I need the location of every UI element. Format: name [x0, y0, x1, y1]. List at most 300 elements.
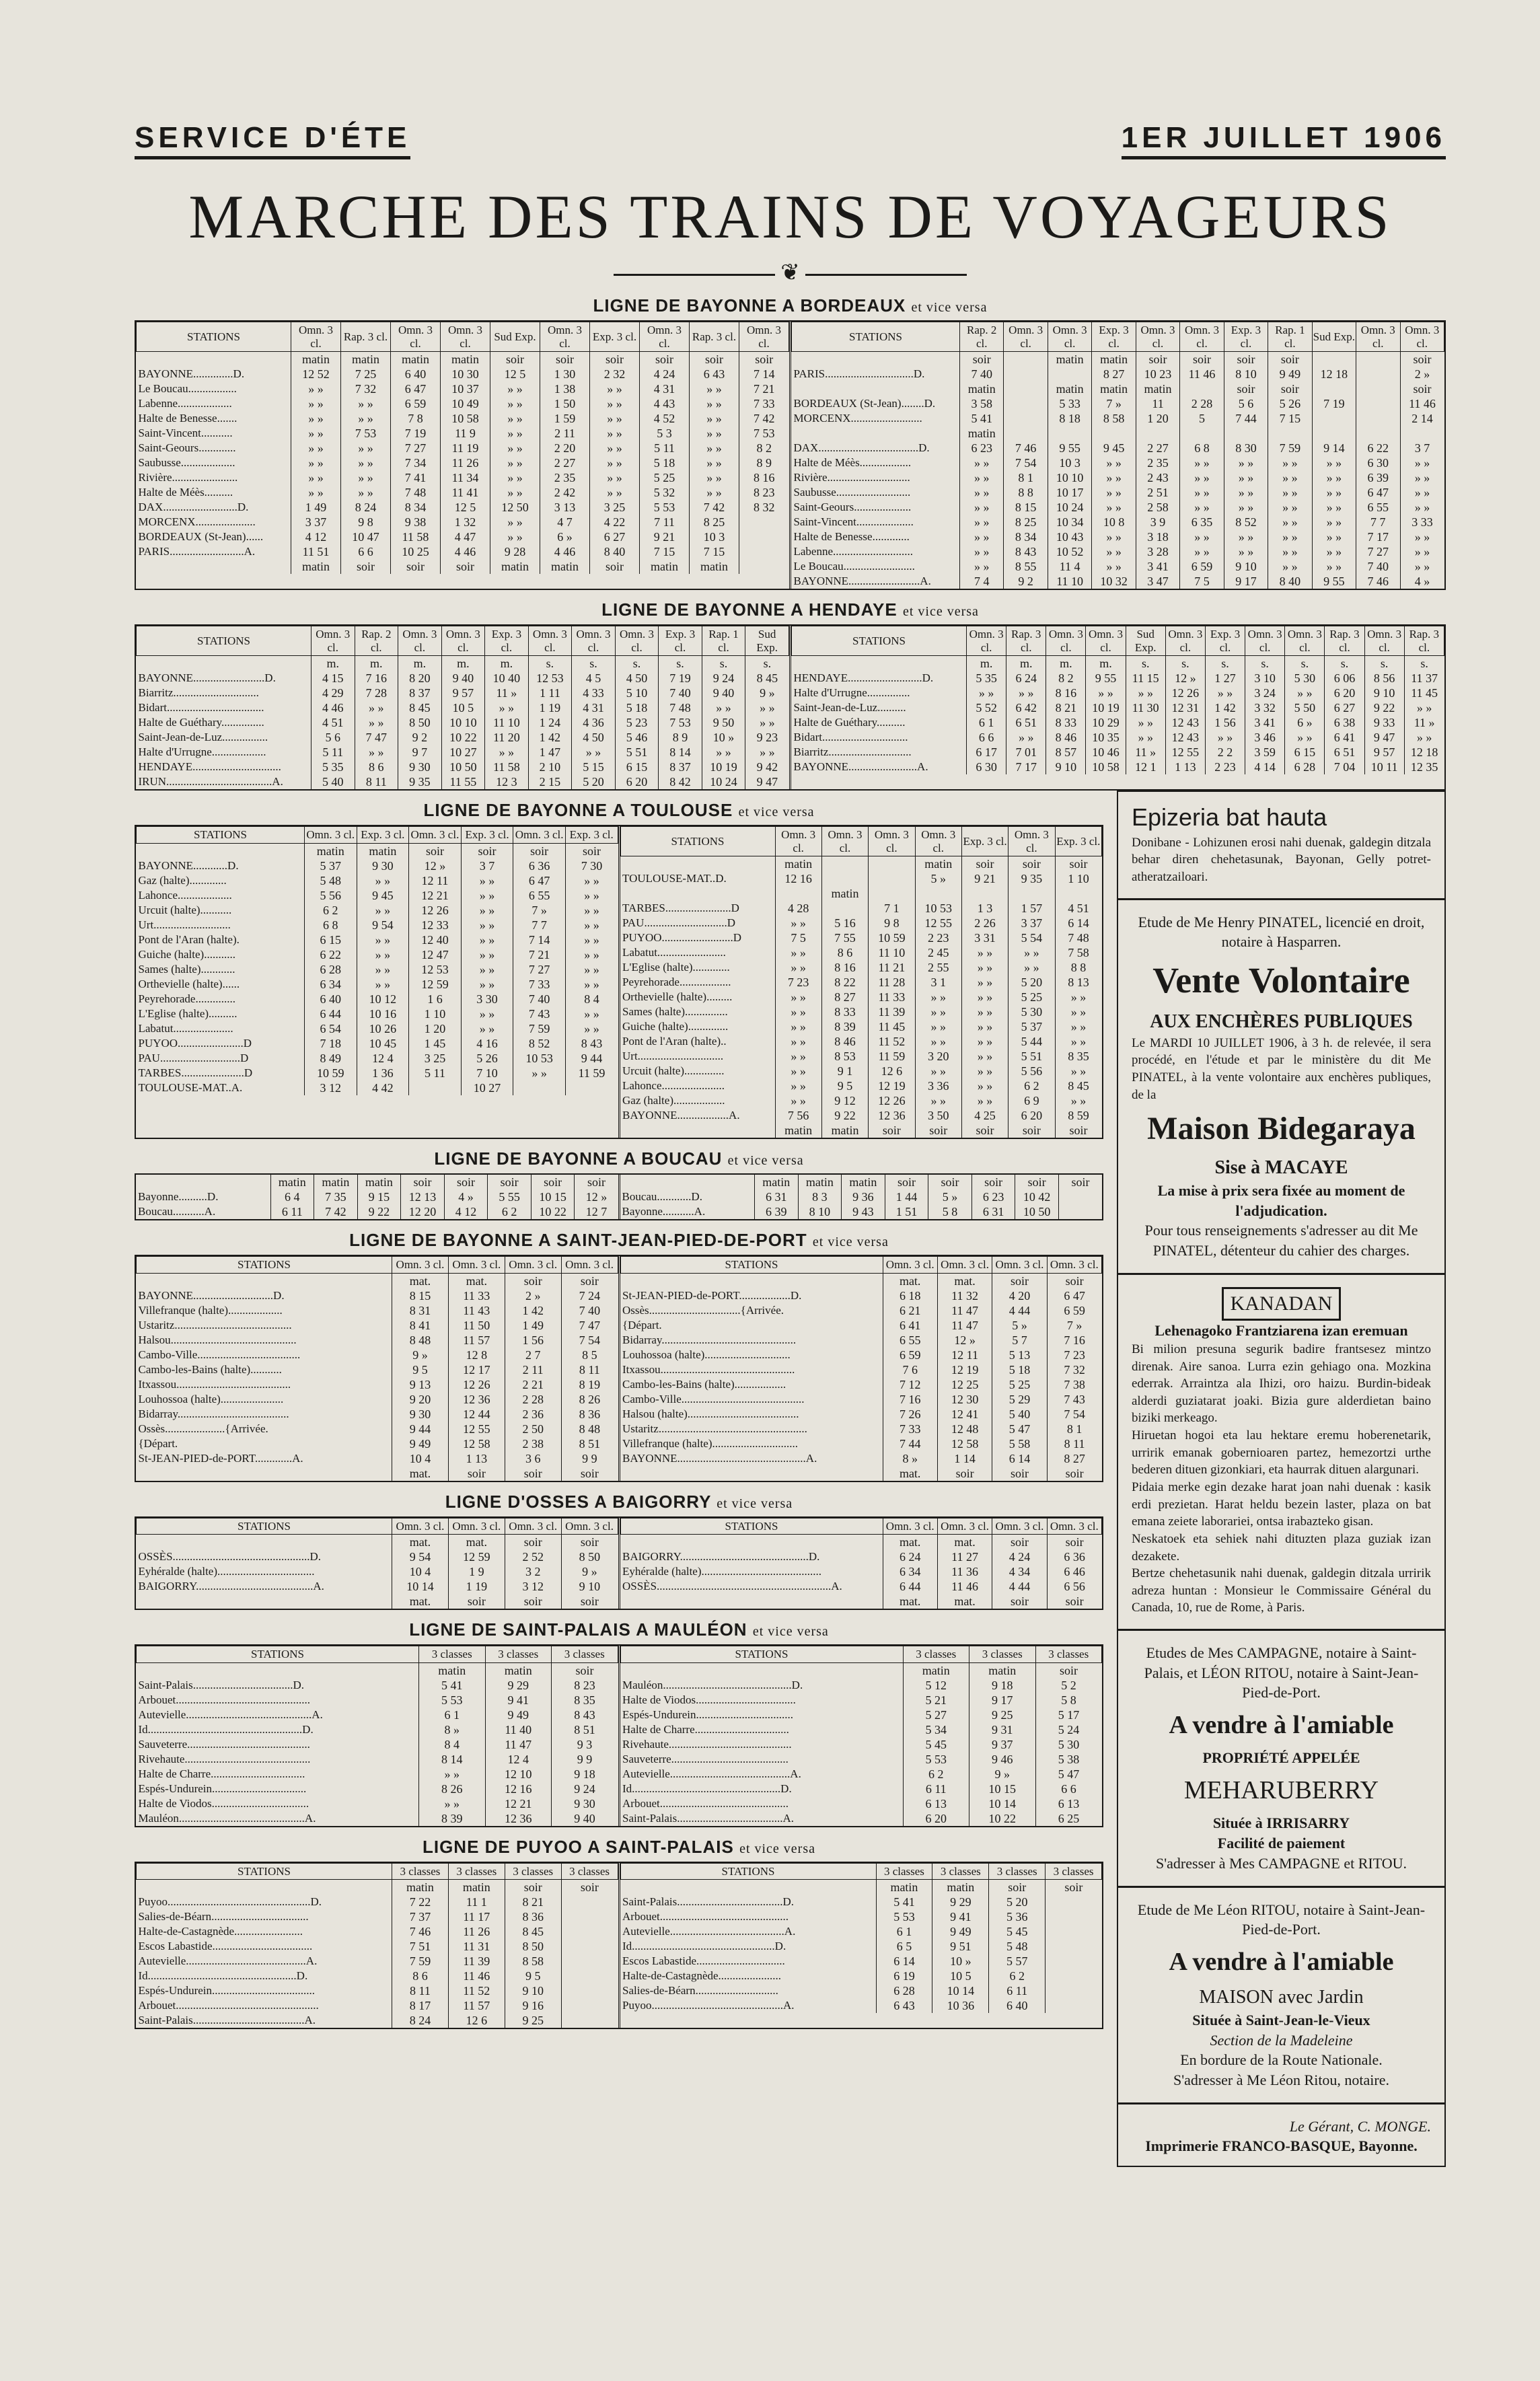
time-cell: 9 13: [392, 1377, 449, 1392]
table-row: [620, 1175, 1103, 1189]
time-cell: soir: [1009, 1123, 1055, 1138]
column-header: Omn. 3 cl.: [967, 626, 1006, 656]
table-row: [792, 574, 1444, 589]
station-name: Cambo-Ville...........................................: [622, 1392, 805, 1405]
time-cell: 10 10: [441, 715, 485, 730]
time-cell: 4 47: [441, 529, 490, 544]
time-cell: 5 27: [903, 1708, 969, 1722]
table-row: [137, 1318, 618, 1333]
time-cell: 12 19: [869, 1078, 915, 1093]
time-cell: 3 13: [540, 500, 590, 515]
table-row: [620, 1318, 1102, 1333]
time-cell: 5 7: [992, 1333, 1047, 1348]
stations-header: STATIONS: [620, 1518, 883, 1535]
time-cell: 8 51: [552, 1722, 618, 1737]
table-row: [137, 1377, 618, 1392]
time-cell: 9 44: [392, 1422, 449, 1436]
time-cell: 7 21: [739, 381, 789, 396]
station-name: [137, 843, 305, 858]
ad-vente-title: Vente Volontaire: [1152, 960, 1410, 1001]
column-header: Omn. 3 cl.: [561, 1518, 618, 1535]
time-cell: 7 19: [659, 671, 702, 686]
ornament: ❦: [135, 259, 1446, 286]
time-cell: 12 58: [937, 1436, 992, 1451]
station-name: Id....................................................D.: [622, 1782, 792, 1795]
time-cell: 6 34: [883, 1564, 937, 1579]
time-cell: 8 39: [821, 1019, 868, 1034]
table-row: [137, 1036, 618, 1051]
table-row: [137, 843, 618, 858]
time-cell: 2 38: [505, 1436, 561, 1451]
time-cell: 5 »: [915, 871, 961, 886]
time-cell: » »: [341, 441, 391, 455]
time-cell: 10 4: [392, 1564, 449, 1579]
time-cell: » »: [1180, 529, 1224, 544]
time-cell: 6 30: [1356, 455, 1400, 470]
time-cell: 6 23: [971, 1189, 1015, 1204]
time-cell: 5 20: [572, 774, 616, 789]
table-row: [137, 977, 618, 992]
time-cell: 11 47: [485, 1737, 552, 1752]
station-name: Cambo-les-Bains (halte)..................: [622, 1377, 786, 1391]
station-name: Halte de Charre.................................: [622, 1722, 789, 1736]
table-row: [792, 529, 1444, 544]
time-cell: 2 11: [540, 426, 590, 441]
time-cell: 7 24: [561, 1288, 618, 1303]
time-cell: 1 3: [961, 901, 1008, 916]
time-cell: 10 42: [1015, 1189, 1059, 1204]
time-cell: 6 17: [967, 745, 1006, 760]
station-name: Halte de Guéthary..........: [793, 716, 906, 729]
time-cell: 8 9: [659, 730, 702, 745]
column-header: Omn. 3 cl.: [869, 827, 915, 856]
time-cell: 4 46: [311, 700, 355, 715]
time-cell: 8 34: [1004, 529, 1048, 544]
time-cell: 7 8: [391, 411, 441, 426]
timetable-mauleon: [135, 1644, 1103, 1827]
time-cell: 2 28: [505, 1392, 561, 1407]
time-cell: 6 1: [967, 715, 1006, 730]
station-name: Halte d'Urrugne...............: [793, 686, 910, 700]
station-name: Louhossoa (halte)......................: [138, 1392, 284, 1405]
time-cell: 11 34: [441, 470, 490, 485]
station-name: L'Eglise (halte).............: [622, 961, 730, 974]
time-cell: 7 44: [883, 1436, 937, 1451]
time-cell: 6 36: [513, 858, 566, 873]
table-row: [137, 485, 789, 500]
time-cell: [1180, 426, 1224, 441]
time-cell: 6 06: [1325, 671, 1364, 686]
time-cell: 9 33: [1364, 715, 1404, 730]
time-cell: [1046, 1954, 1102, 1969]
time-cell: » »: [915, 1004, 961, 1019]
time-cell: 7 43: [513, 1006, 566, 1021]
time-cell: 4 24: [640, 367, 690, 381]
time-cell: 9 16: [505, 1998, 561, 2013]
station-name: HENDAYE...............................: [138, 760, 281, 774]
time-cell: » »: [461, 932, 513, 947]
time-cell: 1 47: [528, 745, 572, 760]
time-cell: 10 3: [690, 529, 739, 544]
time-cell: » »: [1404, 700, 1444, 715]
station-name: BAYONNE..............D.: [138, 367, 245, 381]
time-cell: » »: [690, 411, 739, 426]
table-row: [620, 1924, 1102, 1939]
column-header: Omn. 3 cl.: [883, 1518, 937, 1535]
station-name: Itxassou...............................................: [622, 1362, 795, 1376]
time-cell: s.: [1325, 656, 1364, 671]
time-cell: 5 15: [572, 760, 616, 774]
table-row: [620, 1939, 1102, 1954]
time-cell: 4 43: [640, 396, 690, 411]
time-cell: 12 25: [937, 1377, 992, 1392]
table-row: [792, 730, 1444, 745]
station-name: Autevielle..........................................A.: [622, 1767, 801, 1780]
line-heading-boucau: LIGNE DE BAYONNE A BOUCAU et vice versa: [434, 1148, 804, 1169]
time-cell: 3 12: [305, 1080, 357, 1095]
time-cell: » »: [291, 426, 341, 441]
time-cell: 8 59: [1055, 1108, 1101, 1123]
time-cell: 4 14: [1245, 760, 1285, 774]
time-cell: soir: [640, 352, 690, 367]
time-cell: 7 54: [561, 1333, 618, 1348]
time-cell: 1 59: [540, 411, 590, 426]
table-row: [620, 1737, 1102, 1752]
time-cell: 7 23: [775, 975, 821, 990]
time-cell: 8 16: [739, 470, 789, 485]
time-cell: 12 55: [1165, 745, 1205, 760]
time-cell: soir: [513, 843, 566, 858]
time-cell: 6 43: [690, 367, 739, 381]
time-cell: » »: [341, 396, 391, 411]
time-cell: 5 51: [1009, 1049, 1055, 1064]
time-cell: 5 »: [928, 1189, 972, 1204]
time-cell: 6 11: [270, 1204, 314, 1219]
time-cell: soir: [937, 1466, 992, 1481]
time-cell: 8 56: [1364, 671, 1404, 686]
time-cell: » »: [1205, 686, 1245, 700]
time-cell: » »: [461, 888, 513, 903]
time-cell: matin: [357, 1175, 401, 1189]
time-cell: 2 21: [505, 1377, 561, 1392]
time-cell: » »: [690, 441, 739, 455]
time-cell: » »: [775, 1019, 821, 1034]
time-cell: » »: [1224, 500, 1268, 515]
table-row: [620, 1969, 1102, 1983]
table-row: [792, 381, 1444, 396]
time-cell: 5 18: [615, 700, 659, 715]
gerant: Le Gérant, C. MONGE.: [1289, 2117, 1431, 2135]
time-cell: » »: [590, 485, 640, 500]
time-cell: » »: [1055, 1004, 1101, 1019]
time-cell: » »: [291, 396, 341, 411]
time-cell: 10 46: [1086, 745, 1126, 760]
time-cell: » »: [357, 947, 409, 962]
ad-meharuberry-pay: Facilité de paiement: [1217, 1835, 1346, 1852]
time-cell: 3 46: [1245, 730, 1285, 745]
time-cell: 9 41: [485, 1693, 552, 1708]
station-name: Pont de l'Aran (halte).: [138, 932, 240, 946]
time-cell: 7 11: [640, 515, 690, 529]
time-cell: 8 55: [1004, 559, 1048, 574]
time-cell: 5 18: [992, 1362, 1047, 1377]
time-cell: [1312, 411, 1356, 426]
time-cell: » »: [1092, 500, 1136, 515]
time-cell: 11 21: [869, 960, 915, 975]
ad-kanadan-text3: Pidaia merke egin dezake harat joan nahi duenak : kasik erdi prezietan. Harat heldu bezein laster, plaza on bat emana zeiete laborariei, ontsa irabazteko gisan.: [1132, 1479, 1431, 1529]
time-cell: soir: [561, 1880, 618, 1895]
time-cell: 7 41: [391, 470, 441, 485]
station-name: Cambo-Ville....................................: [138, 1348, 301, 1361]
station-name: BAYONNE.........................D.: [138, 671, 276, 685]
time-cell: 6 1: [419, 1708, 486, 1722]
time-cell: 7 25: [341, 367, 391, 381]
time-cell: 2 45: [915, 945, 961, 960]
time-cell: » »: [291, 441, 341, 455]
time-cell: » »: [1092, 559, 1136, 574]
time-cell: 10 27: [441, 745, 485, 760]
column-header: Exp. 3 cl.: [1092, 322, 1136, 352]
time-cell: » »: [341, 470, 391, 485]
time-cell: » »: [485, 700, 529, 715]
time-cell: 8 34: [391, 500, 441, 515]
time-cell: » »: [745, 700, 789, 715]
time-cell: » »: [1224, 529, 1268, 544]
table-row: [137, 1782, 618, 1796]
table-row: [792, 367, 1444, 381]
station-name: PARIS..........................A.: [138, 545, 256, 558]
column-header: 3 classes: [969, 1646, 1036, 1663]
time-cell: 12 4: [485, 1752, 552, 1767]
station-name: [620, 1662, 903, 1678]
station-name: Autevielle........................................A.: [622, 1925, 796, 1938]
station-name: [137, 352, 291, 367]
time-cell: 7 51: [392, 1939, 449, 1954]
time-cell: 7 33: [739, 396, 789, 411]
time-cell: 4 44: [992, 1579, 1047, 1594]
station-name: [620, 1880, 876, 1895]
time-cell: » »: [775, 1064, 821, 1078]
table-row: [137, 1767, 618, 1782]
time-cell: 10 14: [932, 1983, 989, 1998]
time-cell: 8 37: [398, 686, 442, 700]
time-cell: 8 11: [1047, 1436, 1101, 1451]
station-name: [137, 1273, 392, 1288]
time-cell: » »: [690, 485, 739, 500]
table-row: [137, 1579, 618, 1594]
table-row: [137, 1021, 618, 1036]
table-row: [137, 888, 618, 903]
time-cell: » »: [915, 1093, 961, 1108]
time-cell: 5 25: [992, 1377, 1047, 1392]
time-cell: matin: [357, 843, 409, 858]
table-row: [620, 1549, 1102, 1564]
time-cell: soir: [1268, 381, 1312, 396]
table-row: [137, 1722, 618, 1737]
time-cell: 6 18: [883, 1288, 937, 1303]
time-cell: 10 50: [441, 760, 485, 774]
time-cell: » »: [1055, 1034, 1101, 1049]
time-cell: » »: [1268, 455, 1312, 470]
time-cell: 11 9: [441, 426, 490, 441]
column-header: Omn. 3 cl.: [528, 626, 572, 656]
time-cell: 4 12: [291, 529, 341, 544]
time-cell: 2 11: [505, 1362, 561, 1377]
column-header: Omn. 3 cl.: [1004, 322, 1048, 352]
time-cell: 11 »: [1126, 745, 1165, 760]
time-cell: [1312, 426, 1356, 441]
time-cell: 11 51: [291, 544, 341, 559]
time-cell: 4 50: [572, 730, 616, 745]
station-name: Mauléon.............................................D.: [622, 1678, 803, 1691]
time-cell: 8 31: [392, 1303, 449, 1318]
time-cell: » »: [590, 441, 640, 455]
time-cell: 10 22: [531, 1204, 575, 1219]
time-cell: 4 12: [444, 1204, 488, 1219]
column-header: Omn. 3 cl.: [311, 626, 355, 656]
time-cell: 12 48: [937, 1422, 992, 1436]
table-row: [792, 441, 1444, 455]
time-cell: m.: [441, 656, 485, 671]
time-cell: soir: [739, 352, 789, 367]
time-cell: 8 48: [392, 1333, 449, 1348]
time-cell: 5 50: [1285, 700, 1325, 715]
station-name: Bidart..................................: [138, 701, 264, 715]
time-cell: » »: [745, 745, 789, 760]
column-header: 3 classes: [876, 1863, 932, 1880]
station-name: BORDEAUX (St-Jean)......: [138, 530, 264, 544]
time-cell: 5 52: [967, 700, 1006, 715]
time-cell: 10 23: [1136, 367, 1179, 381]
time-cell: 9 8: [341, 515, 391, 529]
time-cell: 1 14: [937, 1451, 992, 1466]
time-cell: 3 6: [505, 1451, 561, 1466]
time-cell: 10 24: [1048, 500, 1091, 515]
time-cell: » »: [490, 411, 540, 426]
time-cell: m.: [1006, 656, 1046, 671]
station-name: Boucau...........A.: [138, 1205, 216, 1218]
time-cell: [739, 515, 789, 529]
table-row: [137, 903, 618, 918]
table-row: [137, 1564, 618, 1579]
time-cell: 3 25: [590, 500, 640, 515]
time-cell: 11 58: [485, 760, 529, 774]
table-row: [137, 1998, 618, 2013]
time-cell: 7 6: [883, 1362, 937, 1377]
time-cell: soir: [490, 352, 540, 367]
time-cell: 7 27: [513, 962, 566, 977]
time-cell: 3 33: [1400, 515, 1444, 529]
table-row: [620, 1273, 1102, 1288]
time-cell: 6 59: [1047, 1303, 1101, 1318]
station-name: Saint-Jean-de-Luz................: [138, 731, 268, 744]
station-name: Halte de Charre.................................: [138, 1767, 305, 1780]
table-row: [620, 1451, 1102, 1466]
time-cell: » »: [590, 455, 640, 470]
time-cell: 1 42: [1205, 700, 1245, 715]
time-cell: 9 54: [357, 918, 409, 932]
time-cell: 6 43: [876, 1998, 932, 2013]
station-name: Halte de Méès..........: [138, 486, 233, 499]
time-cell: 10 32: [1092, 574, 1136, 589]
time-cell: 9 54: [392, 1549, 449, 1564]
column-header: Rap. 3 cl.: [1404, 626, 1444, 656]
time-cell: 7 7: [513, 918, 566, 932]
time-cell: » »: [1205, 730, 1245, 745]
time-cell: 7 58: [1055, 945, 1101, 960]
time-cell: mat.: [448, 1273, 505, 1288]
station-name: TOULOUSE-MAT..A.: [138, 1080, 243, 1094]
time-cell: » »: [1268, 559, 1312, 574]
table-row: [137, 1549, 618, 1564]
time-cell: 12 33: [409, 918, 462, 932]
column-header: Sud Exp.: [1126, 626, 1165, 656]
time-cell: 9 49: [485, 1708, 552, 1722]
time-cell: 6 2: [1009, 1078, 1055, 1093]
time-cell: 7 01: [1006, 745, 1046, 760]
time-cell: 12 1: [1126, 760, 1165, 774]
time-cell: » »: [1224, 470, 1268, 485]
table-row: [137, 1392, 618, 1407]
time-cell: soir: [488, 1175, 531, 1189]
time-cell: 2 »: [505, 1288, 561, 1303]
time-cell: 3 58: [960, 396, 1004, 411]
hendaye-inbound: [791, 626, 1444, 774]
time-cell: 8 39: [419, 1811, 486, 1826]
station-name: Salies-de-Béarn.............................: [622, 1984, 778, 1998]
time-cell: soir: [1047, 1535, 1101, 1550]
time-cell: 10 8: [1092, 515, 1136, 529]
time-cell: soir: [409, 843, 462, 858]
time-cell: 12 58: [448, 1436, 505, 1451]
time-cell: 9 47: [745, 774, 789, 789]
time-cell: » »: [915, 1034, 961, 1049]
time-cell: soir: [540, 352, 590, 367]
timetables-column: [135, 791, 1103, 2167]
time-cell: » »: [1312, 500, 1356, 515]
time-cell: » »: [355, 715, 398, 730]
table-row: [137, 992, 618, 1006]
station-name: Halte de Viodos..................................: [138, 1796, 309, 1810]
time-cell: 5 26: [1268, 396, 1312, 411]
station-name: Rivehaute...........................................: [622, 1737, 792, 1751]
time-cell: 4 51: [1055, 901, 1101, 916]
time-cell: 5 25: [640, 470, 690, 485]
station-name: Halte de Guéthary...............: [138, 716, 264, 729]
time-cell: [1048, 367, 1091, 381]
time-cell: 9 15: [357, 1189, 401, 1204]
table-row: [792, 426, 1444, 441]
time-cell: soir: [1400, 381, 1444, 396]
time-cell: 8 42: [659, 774, 702, 789]
time-cell: 6 1: [876, 1924, 932, 1939]
time-cell: » »: [1086, 686, 1126, 700]
time-cell: » »: [461, 1006, 513, 1021]
time-cell: 7 28: [355, 686, 398, 700]
time-cell: matin: [1136, 381, 1179, 396]
time-cell: 8 16: [1046, 686, 1086, 700]
time-cell: » »: [490, 426, 540, 441]
time-cell: 4 36: [572, 715, 616, 730]
station-name: DAX..........................D.: [138, 501, 249, 514]
station-name: [620, 1535, 883, 1550]
time-cell: 5 32: [640, 485, 690, 500]
time-cell: [561, 1969, 618, 1983]
time-cell: 3 30: [461, 992, 513, 1006]
station-name: [792, 656, 967, 671]
station-name: Rivière.......................: [138, 471, 238, 484]
column-header: Exp. 3 cl.: [1055, 827, 1101, 856]
